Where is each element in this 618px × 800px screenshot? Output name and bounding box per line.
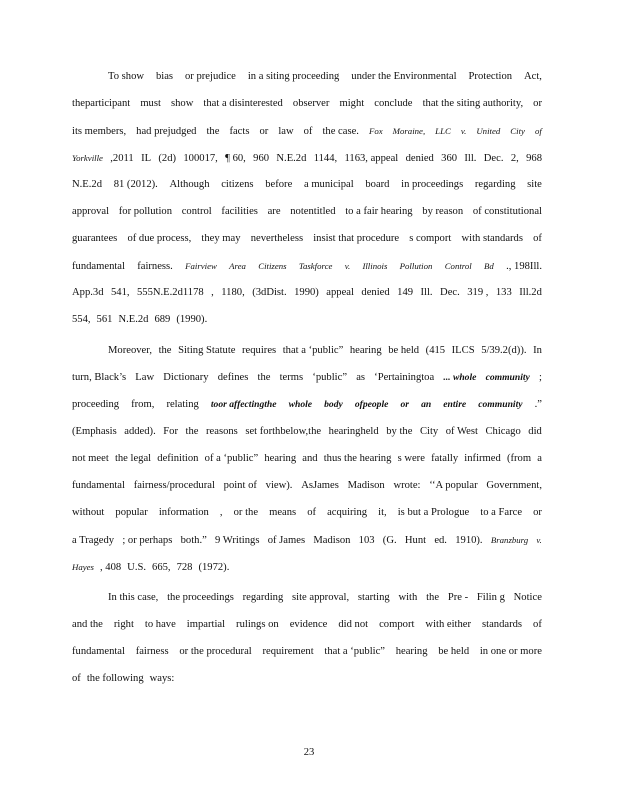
text-fragment: guarantees xyxy=(72,233,118,244)
text-fragment: requires xyxy=(242,345,277,356)
text-fragment: regarding xyxy=(474,179,516,190)
text-fragment: is but a Prologue xyxy=(397,507,470,518)
text-fragment: Control xyxy=(444,261,472,271)
text-fragment: N.E.2d xyxy=(276,153,307,164)
text-fragment: ways: xyxy=(149,673,175,684)
text-fragment: N.E.2d xyxy=(72,179,103,190)
text-fragment: 5/39.2(d)). xyxy=(481,345,527,356)
text-fragment: an xyxy=(421,399,432,410)
text-fragment: in proceedings xyxy=(401,179,464,190)
text-fragment: community xyxy=(485,372,530,383)
text-line xyxy=(72,618,542,632)
text-fragment: and xyxy=(302,453,318,464)
text-fragment: ‘public” xyxy=(312,372,348,383)
text-line xyxy=(72,533,542,548)
text-line xyxy=(72,151,542,166)
text-fragment: and the xyxy=(72,619,103,630)
text-fragment: s comport xyxy=(409,233,452,244)
text-fragment: N.E.2d xyxy=(118,314,149,325)
text-fragment: ‘Pertainingtoa xyxy=(374,372,435,383)
text-fragment: that a ‘public” xyxy=(282,345,344,356)
text-fragment: , xyxy=(211,287,214,298)
text-fragment: hearingheld xyxy=(328,426,379,437)
text-fragment: of xyxy=(533,619,542,630)
text-fragment: means xyxy=(269,507,297,518)
text-fragment: To show xyxy=(108,71,145,82)
page-number: 23 xyxy=(303,747,315,758)
text-fragment: a xyxy=(537,453,542,464)
text-fragment: the following xyxy=(86,673,144,684)
text-fragment: Moraine, xyxy=(392,126,426,136)
text-fragment: 319 , xyxy=(467,287,489,298)
text-line xyxy=(72,232,542,246)
text-fragment: law xyxy=(278,126,294,137)
text-fragment: 541, xyxy=(110,287,130,298)
text-fragment: ; xyxy=(538,372,542,383)
text-fragment: point of xyxy=(223,480,257,491)
text-fragment: hearing xyxy=(349,345,382,356)
text-fragment: control xyxy=(181,206,212,217)
text-fragment: a Tragedy xyxy=(72,535,115,546)
text-fragment: in one or more xyxy=(479,646,542,657)
text-fragment: 968 xyxy=(526,153,542,164)
text-fragment: 133 xyxy=(495,287,512,298)
text-fragment: site approval, xyxy=(292,592,350,603)
text-fragment: 81 (2012). xyxy=(113,179,158,190)
text-fragment: reasons xyxy=(206,426,238,437)
text-fragment: Branzburg xyxy=(490,535,529,545)
text-fragment: of constitutional xyxy=(472,206,542,217)
text-fragment: by the xyxy=(386,426,413,437)
text-fragment: insist that procedure xyxy=(313,233,400,244)
text-fragment: be held xyxy=(438,646,470,657)
text-fragment: 100017, xyxy=(183,153,218,164)
text-fragment: nevertheless xyxy=(250,233,304,244)
text-fragment: body xyxy=(324,399,343,410)
text-fragment: (Emphasis xyxy=(72,426,117,437)
text-line xyxy=(108,70,542,84)
text-fragment: 561 xyxy=(96,314,113,325)
text-fragment: Area xyxy=(229,261,246,271)
text-fragment: of xyxy=(72,673,81,684)
text-fragment: In xyxy=(533,345,542,356)
text-fragment: ed. xyxy=(434,535,447,546)
text-fragment: Pollution xyxy=(399,261,433,271)
text-fragment: Chicago xyxy=(485,426,521,437)
text-fragment: set forthbelow,the xyxy=(245,426,322,437)
text-fragment: hearing xyxy=(395,646,428,657)
text-fragment: Dec. xyxy=(440,287,460,298)
text-fragment: not meet xyxy=(72,453,109,464)
text-line xyxy=(72,452,542,466)
text-fragment: the case. xyxy=(322,126,359,137)
text-fragment: facilities xyxy=(221,206,258,217)
text-fragment: 1180, xyxy=(221,287,245,298)
text-fragment: without xyxy=(72,507,105,518)
text-fragment: board xyxy=(365,179,390,190)
text-fragment: Fox xyxy=(368,126,383,136)
text-fragment: fundamental xyxy=(72,480,125,491)
text-fragment: did xyxy=(528,426,542,437)
text-fragment: Madison xyxy=(347,480,385,491)
text-fragment: , 408 xyxy=(99,562,122,573)
text-fragment: Yorkville xyxy=(72,153,103,163)
text-fragment: relating xyxy=(166,399,199,410)
text-line xyxy=(72,560,542,575)
text-fragment: the xyxy=(206,126,220,137)
text-fragment: Bd xyxy=(484,261,494,271)
text-fragment: 149 xyxy=(397,287,414,298)
text-fragment: requirement xyxy=(262,646,314,657)
text-fragment: LLC xyxy=(435,126,451,136)
text-fragment: fairness xyxy=(135,646,169,657)
text-fragment: (2d) xyxy=(158,153,177,164)
text-fragment: show xyxy=(170,98,194,109)
text-fragment: ,2011 xyxy=(110,153,134,164)
text-fragment: whole xyxy=(288,399,313,410)
text-fragment: definition xyxy=(157,453,199,464)
text-fragment: comport xyxy=(379,619,415,630)
text-fragment: to a Farce xyxy=(480,507,523,518)
text-fragment: entire xyxy=(443,399,467,410)
text-fragment: of due process, xyxy=(127,233,192,244)
text-fragment: (415 xyxy=(425,345,446,356)
text-fragment: .” xyxy=(534,399,542,410)
text-fragment: to have xyxy=(144,619,176,630)
text-fragment: community xyxy=(478,399,523,410)
text-fragment: for pollution xyxy=(118,206,173,217)
text-fragment: starting xyxy=(357,592,390,603)
text-fragment: Law xyxy=(135,372,155,383)
text-fragment: standards xyxy=(482,619,523,630)
text-fragment: did not xyxy=(338,619,369,630)
text-fragment: Ill. xyxy=(420,287,433,298)
text-fragment: of xyxy=(534,126,542,136)
text-fragment: United xyxy=(476,126,501,136)
text-fragment: regarding xyxy=(242,592,284,603)
text-fragment: the proceedings xyxy=(167,592,234,603)
text-fragment: App.3d xyxy=(72,287,104,298)
text-fragment: ... whole xyxy=(443,372,477,383)
text-fragment: Ill. xyxy=(464,153,477,164)
text-fragment: (from xyxy=(506,453,532,464)
text-fragment: acquiring xyxy=(327,507,368,518)
text-line xyxy=(108,591,542,605)
text-line xyxy=(72,259,542,274)
text-fragment: fairness/procedural xyxy=(133,480,215,491)
text-fragment: For xyxy=(163,426,178,437)
text-fragment: evidence xyxy=(289,619,328,630)
text-fragment: had prejudged xyxy=(136,126,197,137)
text-fragment: might xyxy=(339,98,365,109)
text-line xyxy=(72,286,542,300)
text-fragment: In this case, xyxy=(108,592,159,603)
text-line xyxy=(72,313,542,327)
text-fragment: popular xyxy=(115,507,148,518)
text-fragment: 728 xyxy=(176,562,193,573)
text-fragment: ‘‘A popular xyxy=(429,480,478,491)
text-fragment: toor affectingthe xyxy=(210,399,277,410)
text-fragment: the xyxy=(257,372,271,383)
text-fragment: fatally xyxy=(431,453,459,464)
text-fragment: turn, Black’s xyxy=(72,372,127,383)
text-fragment: appeal xyxy=(326,287,354,298)
text-fragment: of xyxy=(303,126,313,137)
text-fragment: fairness. xyxy=(137,261,173,272)
text-fragment: (1990). xyxy=(176,314,208,325)
text-fragment: 1163, appeal xyxy=(344,153,399,164)
text-fragment: rulings on xyxy=(236,619,279,630)
text-fragment: to a fair hearing xyxy=(345,206,413,217)
text-fragment: 360 xyxy=(441,153,458,164)
text-fragment: ., 198Ill. xyxy=(506,261,542,272)
text-fragment: City xyxy=(510,126,525,136)
text-fragment: U.S. xyxy=(127,562,147,573)
text-fragment: Dec. xyxy=(483,153,504,164)
text-fragment: conclude xyxy=(374,98,413,109)
text-fragment: in a siting proceeding xyxy=(247,71,340,82)
text-fragment: both.” xyxy=(180,535,207,546)
text-fragment: Pre - xyxy=(447,592,469,603)
text-fragment: or the xyxy=(233,507,259,518)
text-fragment: notentitled xyxy=(290,206,336,217)
text-fragment: of xyxy=(307,507,317,518)
text-fragment: 103 xyxy=(358,535,375,546)
text-fragment: s were xyxy=(397,453,425,464)
text-fragment: 1910). xyxy=(455,535,483,546)
text-fragment: that the siting authority, xyxy=(422,98,524,109)
text-fragment: added). xyxy=(124,426,156,437)
text-fragment: AsJames xyxy=(301,480,339,491)
text-fragment: as xyxy=(356,372,366,383)
text-fragment: fundamental xyxy=(72,261,125,272)
text-fragment: the xyxy=(426,592,440,603)
text-fragment: (G. xyxy=(382,535,397,546)
text-fragment: 9 Writings xyxy=(215,535,260,546)
text-fragment: Siting Statute xyxy=(178,345,236,356)
text-fragment: bias xyxy=(155,71,174,82)
text-fragment: its members, xyxy=(72,126,127,137)
text-fragment: Moreover, xyxy=(108,345,152,356)
text-fragment: ; or perhaps xyxy=(122,535,173,546)
text-fragment: Illinois xyxy=(362,261,388,271)
text-line xyxy=(72,371,542,385)
text-fragment: 689 xyxy=(154,314,171,325)
text-fragment: a municipal xyxy=(303,179,354,190)
text-fragment: with xyxy=(398,592,418,603)
text-fragment: or prejudice xyxy=(185,71,236,82)
text-fragment: denied xyxy=(405,153,434,164)
text-fragment: that a disinterested xyxy=(203,98,283,109)
text-fragment: are xyxy=(267,206,281,217)
text-fragment: Hunt xyxy=(404,535,427,546)
text-fragment: of West xyxy=(445,426,478,437)
text-fragment: view). xyxy=(265,480,293,491)
text-fragment: of xyxy=(533,233,542,244)
text-fragment: denied xyxy=(361,287,390,298)
text-fragment: fundamental xyxy=(72,646,125,657)
text-fragment: site xyxy=(527,179,542,190)
text-fragment: of James xyxy=(267,535,306,546)
text-fragment: terms xyxy=(279,372,304,383)
text-fragment: Taskforce xyxy=(298,261,333,271)
text-fragment: citizens xyxy=(221,179,254,190)
text-fragment: 2, xyxy=(510,153,519,164)
text-fragment: wrote: xyxy=(393,480,421,491)
text-line xyxy=(72,479,542,493)
text-fragment: must xyxy=(140,98,161,109)
text-line xyxy=(72,124,542,139)
text-fragment: Ill.2d xyxy=(519,287,542,298)
text-fragment: 1990) xyxy=(294,287,319,298)
text-fragment: 960 xyxy=(253,153,270,164)
text-fragment: proceeding xyxy=(72,399,120,410)
text-fragment: or xyxy=(400,399,409,410)
text-fragment: facts xyxy=(229,126,250,137)
text-fragment: 665, xyxy=(152,562,171,573)
text-fragment: IL xyxy=(141,153,152,164)
text-fragment: the xyxy=(158,345,172,356)
text-line xyxy=(72,506,542,520)
text-fragment: 554, xyxy=(72,314,91,325)
text-fragment: Act, xyxy=(524,71,542,82)
text-fragment: Citizens xyxy=(258,261,287,271)
text-line xyxy=(72,398,542,412)
text-fragment: Filin g xyxy=(476,592,505,603)
text-fragment: Protection xyxy=(468,71,513,82)
text-fragment: from, xyxy=(131,399,155,410)
text-fragment: Although xyxy=(169,179,210,190)
text-fragment: or xyxy=(533,98,542,109)
text-fragment: with either xyxy=(425,619,472,630)
text-fragment: thus the hearing xyxy=(323,453,392,464)
text-fragment: Madison xyxy=(313,535,351,546)
text-line xyxy=(72,672,542,686)
text-fragment: by reason xyxy=(422,206,464,217)
text-line xyxy=(72,645,542,659)
text-fragment: the xyxy=(185,426,199,437)
text-fragment: 1144, xyxy=(313,153,338,164)
text-line xyxy=(72,178,542,192)
text-fragment: information xyxy=(158,507,209,518)
text-fragment: ¶ 60, xyxy=(225,153,246,164)
text-fragment: Hayes xyxy=(72,562,94,572)
text-fragment: it, xyxy=(378,507,387,518)
text-fragment: (3dDist. xyxy=(252,287,287,298)
text-line xyxy=(72,425,542,439)
text-fragment: hearing xyxy=(264,453,297,464)
text-fragment: or xyxy=(533,507,542,518)
text-fragment: v. xyxy=(536,535,542,545)
text-fragment: right xyxy=(113,619,134,630)
text-fragment: impartial xyxy=(186,619,226,630)
text-fragment: theparticipant xyxy=(72,98,131,109)
text-fragment: under the Environmental xyxy=(351,71,457,82)
text-line xyxy=(72,205,542,219)
text-fragment: v. xyxy=(344,261,351,271)
text-fragment: (1972). xyxy=(198,562,230,573)
text-fragment: with standards xyxy=(461,233,523,244)
text-fragment: Government, xyxy=(486,480,542,491)
text-line xyxy=(108,344,542,358)
text-fragment: or the procedural xyxy=(179,646,252,657)
text-fragment: v. xyxy=(460,126,467,136)
text-fragment: ofpeople xyxy=(354,399,389,410)
text-fragment: Fairview xyxy=(185,261,217,271)
text-fragment: or xyxy=(259,126,269,137)
text-fragment: they may xyxy=(201,233,241,244)
text-fragment: City xyxy=(419,426,439,437)
text-fragment: , xyxy=(219,507,223,518)
text-line xyxy=(72,97,542,111)
text-fragment: defines xyxy=(217,372,249,383)
text-fragment: ILCS xyxy=(451,345,475,356)
text-fragment: of a ‘public” xyxy=(204,453,259,464)
text-fragment: approval xyxy=(72,206,110,217)
text-fragment: Notice xyxy=(513,592,542,603)
text-fragment: the legal xyxy=(114,453,152,464)
text-fragment: before xyxy=(265,179,293,190)
text-fragment: infirmed xyxy=(464,453,501,464)
text-fragment: Dictionary xyxy=(163,372,209,383)
text-fragment: observer xyxy=(292,98,330,109)
text-fragment: 555N.E.2d1178 xyxy=(136,287,204,298)
text-fragment: be held xyxy=(388,345,420,356)
text-fragment: that a ‘public” xyxy=(324,646,385,657)
